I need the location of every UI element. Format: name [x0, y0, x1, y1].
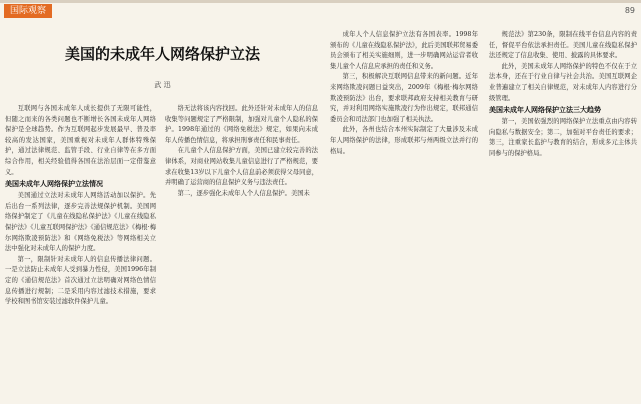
- paragraph: 络无法将该内容找回。此外还针对未成年人的信息收集等问题规定了严格限制，加强对儿童个人隐私的保护。1998年通过的《网络免税法》规定，如果向未成年人传播色情信息，将承担刑事责任和民事责任。: [165, 105, 318, 144]
- column-4: [489, 30, 637, 160]
- section-tag: 国际观察: [4, 4, 52, 18]
- paragraph: 成年人个人信息保护立法有各国表率。1998年颁布的《儿童在线隐私保护法》，此后美国联邦贸易委员会颁布了相关实施细则，进一步明确网站运营者收集儿童个人信息应承担的责任和义务。: [330, 31, 478, 70]
- section-heading: 美国未成年人网络保护立法情况: [5, 180, 103, 189]
- paragraph: 美国通过立法对未成年人网络活动加以保护。先后出台一系列法律，逐步完善法规保护机制。美国网络保护制定了《儿童在线隐私保护法》《儿童在线隐私保护法》《儿童互联网保护法》《通信规范法》《梅根·梅尔网络欺凌预防法》和《网络免税法》等网络相关立法中强化对未成年人的保护力度。: [5, 192, 156, 253]
- section-heading: 美国未成年人网络保护立法三大趋势: [489, 106, 601, 115]
- paragraph: 第二，逐步强化未成年人个人信息保护。美国未: [177, 189, 310, 197]
- article-title: 美国的未成年人网络保护立法: [64, 45, 260, 63]
- column-3: [330, 30, 478, 157]
- paragraph: 此外，美国未成年人网络保护的特色不仅在于立法本身，还在于行业自律与社会共治。美国互联网企业普遍建立了相关自律规范，对未成年人内容进行分级管理。: [489, 62, 637, 102]
- paragraph: 此外，各州也结合本州实际制定了大量涉及未成年人网络保护的法律，形成联邦与州两级立法并行的格局。: [330, 126, 478, 155]
- column-1: [5, 104, 156, 308]
- paragraph: 第一，美国依强烈的网络保护立法重点由内容转向隐私与数据安全；第二，加强对平台责任的要求；第三，注重家长监护与教育的结合，形成多元主体共同参与的保护格局。: [489, 118, 637, 157]
- paragraph: 第三，积极解决互联网信息带来的新问题。近年来网络欺凌问题日益突出，2009年《梅根·梅尔网络欺凌预防法》出台，要求联邦政府支持相关教育与研究，并对利用网络实施欺凌行为作出规定，联邦通信委员会和司法部门也加强了相关执法。: [330, 73, 478, 123]
- author-byline: 武 迅: [154, 81, 171, 89]
- paragraph: 互联网与各国未成年人成长提供了无限可能性，但随之而来的各类问题也不断增长各国未成年人网络保护是全球趋势。作为互联网起步发展最早、普及率较高的发达国家，美国重视对未成年人群体特殊保护，通过法律规范、监管手段、行业自律等在多方面综合作用，相关经验值得各国在法治层面一定借鉴意义。: [5, 105, 156, 176]
- top-rule: [0, 0, 641, 3]
- column-2: [165, 104, 318, 199]
- paragraph: 第一，限制针对未成年人的信息传播法律问题。一是立法防止未成年人受到暴力性侵，美国1996年制定的《通信规范法》首次通过立法明确对网络色情信息传播进行规制；二是采用内容过滤技术措施，要求学校和图书馆安装过滤软件保护儿童。: [5, 255, 156, 306]
- paragraph: 规范法》第230条，限制在线平台信息内容的责任，督促平台依法承担责任。美国儿童在线隐私保护法还规定了信息收集、使用、披露的具体要求。: [489, 31, 637, 60]
- page-number: 89: [624, 6, 635, 15]
- paragraph: 在儿童个人信息保护方面，美国已建立较完善的法律体系，对商业网站收集儿童信息进行了严格规范，要求在收集13岁以下儿童个人信息前必须获得父母同意，并明确了运营商的信息保护义务与违法责任。: [165, 147, 318, 187]
